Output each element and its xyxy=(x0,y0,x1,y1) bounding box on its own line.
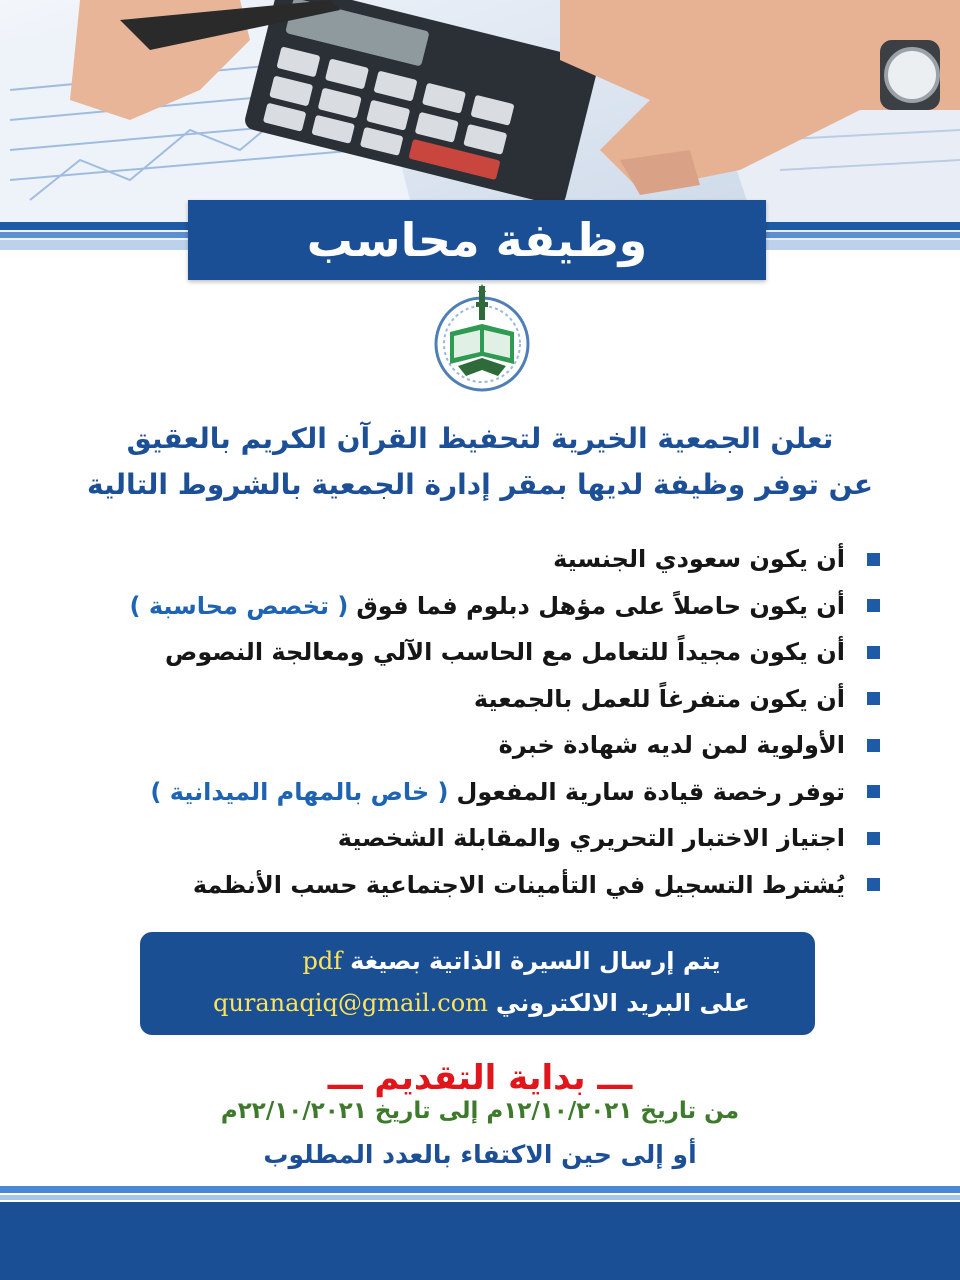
condition-note: ( تخصص محاسبة ) xyxy=(129,591,349,620)
square-bullet-icon xyxy=(867,692,880,705)
intro-line-2: عن توفر وظيفة لديها بمقر إدارة الجمعية بالشروط التالية xyxy=(87,468,873,501)
list-item: أن يكون متفرغاً للعمل بالجمعية xyxy=(100,676,880,723)
cv-submission-box xyxy=(140,932,815,1035)
condition-note: ( خاص بالمهام الميدانية ) xyxy=(150,777,449,806)
conditions-list xyxy=(100,536,880,908)
email-link[interactable]: quranaqiq@gmail.com xyxy=(213,989,488,1017)
square-bullet-icon xyxy=(867,878,880,891)
square-bullet-icon xyxy=(867,832,880,845)
square-bullet-icon xyxy=(867,599,880,612)
list-item: الأولوية لمن لديه شهادة خبرة xyxy=(100,722,880,769)
announcement-intro xyxy=(60,416,900,508)
list-item: أن يكون مجيداً للتعامل مع الحاسب الآلي ومعالجة النصوص xyxy=(100,629,880,676)
cv-format-line: يتم إرسال السيرة الذاتية بصيغة pdf xyxy=(302,947,721,975)
list-item: أن يكون حاصلاً على مؤهل دبلوم فما فوق ( تخصص محاسبة ) xyxy=(100,583,880,630)
list-item: أن يكون سعودي الجنسية xyxy=(100,536,880,583)
cv-email-line: على البريد الالكتروني quranaqiq@gmail.com xyxy=(213,989,750,1017)
square-bullet-icon xyxy=(867,785,880,798)
quran-association-logo-icon xyxy=(428,284,536,396)
square-bullet-icon xyxy=(867,739,880,752)
square-bullet-icon xyxy=(867,553,880,566)
application-until: أو إلى حين الاكتفاء بالعدد المطلوب xyxy=(263,1140,697,1169)
application-dates: من تاريخ ١٢/١٠/٢٠٢١م إلى تاريخ ٢٢/١٠/٢٠٢١م xyxy=(220,1098,740,1124)
page-title: وظيفة محاسب xyxy=(188,200,766,280)
list-item: اجتياز الاختبار التحريري والمقابلة الشخصية xyxy=(100,815,880,862)
list-item: يُشترط التسجيل في التأمينات الاجتماعية حسب الأنظمة xyxy=(100,862,880,909)
application-start-title: ـــ بداية التقديم ـــ xyxy=(327,1058,633,1098)
footer-band xyxy=(0,1186,960,1280)
list-item: توفر رخصة قيادة سارية المفعول ( خاص بالمهام الميدانية ) xyxy=(100,769,880,816)
square-bullet-icon xyxy=(867,646,880,659)
cv-format: pdf xyxy=(302,947,343,975)
intro-line-1: تعلن الجمعية الخيرية لتحفيظ القرآن الكريم بالعقيق xyxy=(126,422,834,455)
